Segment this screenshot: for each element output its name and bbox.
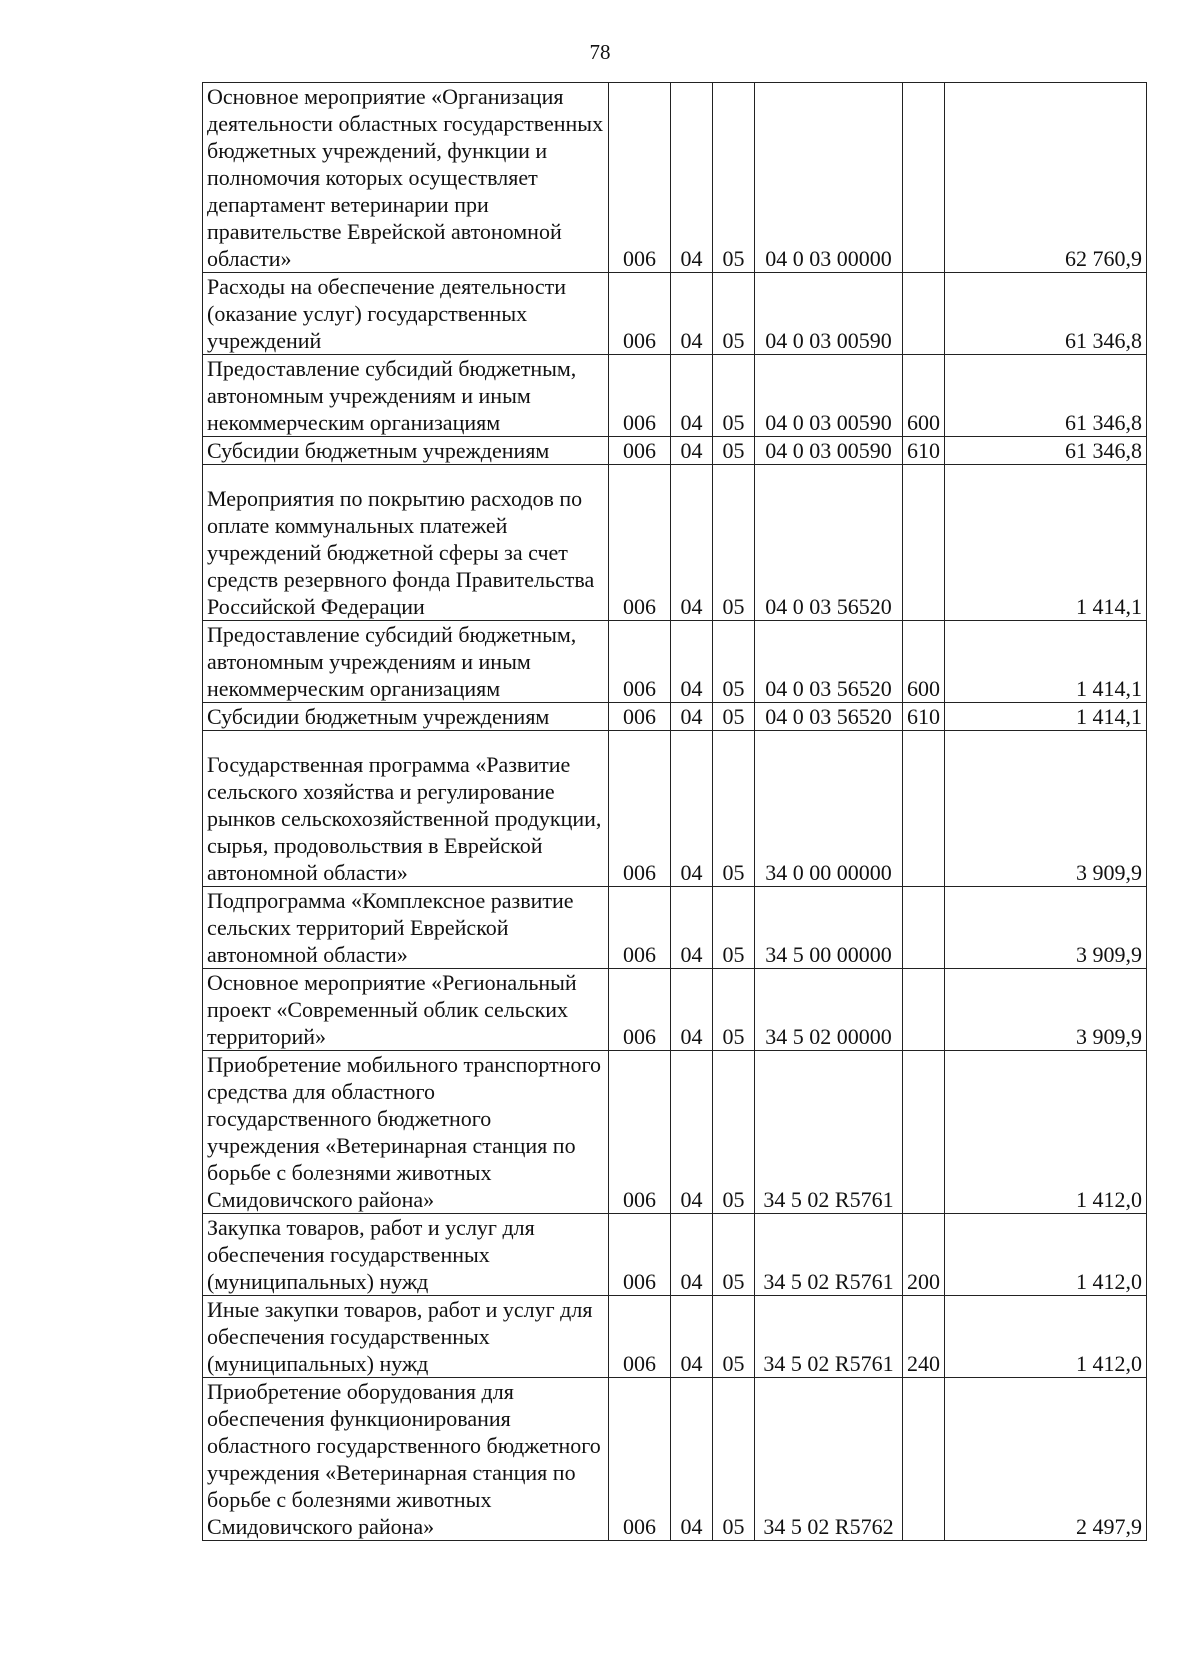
row-title: Иные закупки товаров, работ и услуг для обеспечения государственных (муниципальных) нужд bbox=[203, 1296, 609, 1378]
row-title: Государственная программа «Развитие сельского хозяйства и регулирование рынков сельскохозяйственной продукции, сырья, продовольствия в Еврейской автономной области» bbox=[203, 731, 609, 887]
table-row bbox=[203, 1378, 1147, 1541]
table-row bbox=[203, 731, 1147, 887]
amount: 61 346,8 bbox=[945, 437, 1147, 465]
target-article-code: 04 0 03 56520 bbox=[755, 465, 903, 621]
table-row bbox=[203, 1051, 1147, 1214]
amount: 1 414,1 bbox=[945, 465, 1147, 621]
amount: 1 412,0 bbox=[945, 1214, 1147, 1296]
row-title: Подпрограмма «Комплексное развитие сельских территорий Еврейской автономной области» bbox=[203, 887, 609, 969]
row-title: Субсидии бюджетным учреждениям bbox=[203, 703, 609, 731]
section-code: 04 bbox=[671, 1378, 713, 1541]
expense-type-code bbox=[903, 969, 945, 1051]
table-row bbox=[203, 273, 1147, 355]
subsection-code: 05 bbox=[713, 621, 755, 703]
amount: 1 414,1 bbox=[945, 621, 1147, 703]
target-article-code: 34 5 00 00000 bbox=[755, 887, 903, 969]
table-row bbox=[203, 703, 1147, 731]
row-title: Закупка товаров, работ и услуг для обеспечения государственных (муниципальных) нужд bbox=[203, 1214, 609, 1296]
target-article-code: 04 0 03 00590 bbox=[755, 437, 903, 465]
target-article-code: 34 5 02 R5761 bbox=[755, 1296, 903, 1378]
expense-type-code bbox=[903, 273, 945, 355]
ministry-code: 006 bbox=[609, 621, 671, 703]
expense-type-code bbox=[903, 465, 945, 621]
target-article-code: 34 0 00 00000 bbox=[755, 731, 903, 887]
expense-type-code: 240 bbox=[903, 1296, 945, 1378]
row-title: Приобретение оборудования для обеспечения функционирования областного государственного бюджетного учреждения «Ветеринарная станция по борьбе с болезнями животных Смидовичского района» bbox=[203, 1378, 609, 1541]
subsection-code: 05 bbox=[713, 273, 755, 355]
subsection-code: 05 bbox=[713, 1296, 755, 1378]
ministry-code: 006 bbox=[609, 969, 671, 1051]
expense-type-code: 610 bbox=[903, 703, 945, 731]
ministry-code: 006 bbox=[609, 465, 671, 621]
amount: 1 412,0 bbox=[945, 1296, 1147, 1378]
subsection-code: 05 bbox=[713, 1214, 755, 1296]
amount: 2 497,9 bbox=[945, 1378, 1147, 1541]
page-number: 78 bbox=[589, 40, 611, 64]
section-code: 04 bbox=[671, 703, 713, 731]
section-code: 04 bbox=[671, 731, 713, 887]
row-title: Расходы на обеспечение деятельности (оказание услуг) государственных учреждений bbox=[203, 273, 609, 355]
amount: 61 346,8 bbox=[945, 355, 1147, 437]
target-article-code: 04 0 03 00000 bbox=[755, 83, 903, 273]
subsection-code: 05 bbox=[713, 437, 755, 465]
table-row bbox=[203, 1296, 1147, 1378]
ministry-code: 006 bbox=[609, 355, 671, 437]
expense-type-code: 610 bbox=[903, 437, 945, 465]
expense-type-code: 600 bbox=[903, 355, 945, 437]
ministry-code: 006 bbox=[609, 1214, 671, 1296]
subsection-code: 05 bbox=[713, 465, 755, 621]
subsection-code: 05 bbox=[713, 703, 755, 731]
expense-type-code bbox=[903, 83, 945, 273]
section-code: 04 bbox=[671, 621, 713, 703]
amount: 61 346,8 bbox=[945, 273, 1147, 355]
expense-type-code: 200 bbox=[903, 1214, 945, 1296]
section-code: 04 bbox=[671, 83, 713, 273]
ministry-code: 006 bbox=[609, 273, 671, 355]
expense-type-code bbox=[903, 1051, 945, 1214]
amount: 3 909,9 bbox=[945, 969, 1147, 1051]
ministry-code: 006 bbox=[609, 437, 671, 465]
amount: 1 414,1 bbox=[945, 703, 1147, 731]
subsection-code: 05 bbox=[713, 887, 755, 969]
ministry-code: 006 bbox=[609, 1378, 671, 1541]
row-title: Мероприятия по покрытию расходов по оплате коммунальных платежей учреждений бюджетной сферы за счет средств резервного фонда Правительства Российской Федерации bbox=[203, 465, 609, 621]
section-code: 04 bbox=[671, 969, 713, 1051]
table-row bbox=[203, 969, 1147, 1051]
expense-type-code: 600 bbox=[903, 621, 945, 703]
ministry-code: 006 bbox=[609, 887, 671, 969]
table-row bbox=[203, 355, 1147, 437]
target-article-code: 34 5 02 R5762 bbox=[755, 1378, 903, 1541]
budget-table bbox=[202, 82, 1147, 1541]
row-title: Субсидии бюджетным учреждениям bbox=[203, 437, 609, 465]
target-article-code: 34 5 02 R5761 bbox=[755, 1051, 903, 1214]
table-row bbox=[203, 437, 1147, 465]
section-code: 04 bbox=[671, 1296, 713, 1378]
table-row bbox=[203, 887, 1147, 969]
target-article-code: 04 0 03 00590 bbox=[755, 355, 903, 437]
section-code: 04 bbox=[671, 355, 713, 437]
row-title: Предоставление субсидий бюджетным, автономным учреждениям и иным некоммерческим организациям bbox=[203, 355, 609, 437]
table-row bbox=[203, 1214, 1147, 1296]
row-title: Приобретение мобильного транспортного средства для областного государственного бюджетного учреждения «Ветеринарная станция по борьбе с болезнями животных Смидовичского района» bbox=[203, 1051, 609, 1214]
target-article-code: 34 5 02 00000 bbox=[755, 969, 903, 1051]
target-article-code: 04 0 03 56520 bbox=[755, 703, 903, 731]
subsection-code: 05 bbox=[713, 731, 755, 887]
ministry-code: 006 bbox=[609, 1051, 671, 1214]
target-article-code: 34 5 02 R5761 bbox=[755, 1214, 903, 1296]
section-code: 04 bbox=[671, 273, 713, 355]
ministry-code: 006 bbox=[609, 83, 671, 273]
table-row bbox=[203, 83, 1147, 273]
section-code: 04 bbox=[671, 887, 713, 969]
section-code: 04 bbox=[671, 1214, 713, 1296]
amount: 62 760,9 bbox=[945, 83, 1147, 273]
target-article-code: 04 0 03 56520 bbox=[755, 621, 903, 703]
table-row bbox=[203, 465, 1147, 621]
section-code: 04 bbox=[671, 465, 713, 621]
row-title: Основное мероприятие «Организация деятельности областных государственных бюджетных учреждений, функции и полномочия которых осуществляет департамент ветеринарии при правительстве Еврейской автономной области» bbox=[203, 83, 609, 273]
expense-type-code bbox=[903, 887, 945, 969]
ministry-code: 006 bbox=[609, 703, 671, 731]
ministry-code: 006 bbox=[609, 1296, 671, 1378]
section-code: 04 bbox=[671, 437, 713, 465]
amount: 3 909,9 bbox=[945, 731, 1147, 887]
subsection-code: 05 bbox=[713, 1051, 755, 1214]
subsection-code: 05 bbox=[713, 1378, 755, 1541]
subsection-code: 05 bbox=[713, 83, 755, 273]
expense-type-code bbox=[903, 731, 945, 887]
amount: 3 909,9 bbox=[945, 887, 1147, 969]
subsection-code: 05 bbox=[713, 969, 755, 1051]
section-code: 04 bbox=[671, 1051, 713, 1214]
table-row bbox=[203, 621, 1147, 703]
row-title: Основное мероприятие «Региональный проект «Современный облик сельских территорий» bbox=[203, 969, 609, 1051]
expense-type-code bbox=[903, 1378, 945, 1541]
subsection-code: 05 bbox=[713, 355, 755, 437]
target-article-code: 04 0 03 00590 bbox=[755, 273, 903, 355]
ministry-code: 006 bbox=[609, 731, 671, 887]
row-title: Предоставление субсидий бюджетным, автономным учреждениям и иным некоммерческим организациям bbox=[203, 621, 609, 703]
amount: 1 412,0 bbox=[945, 1051, 1147, 1214]
